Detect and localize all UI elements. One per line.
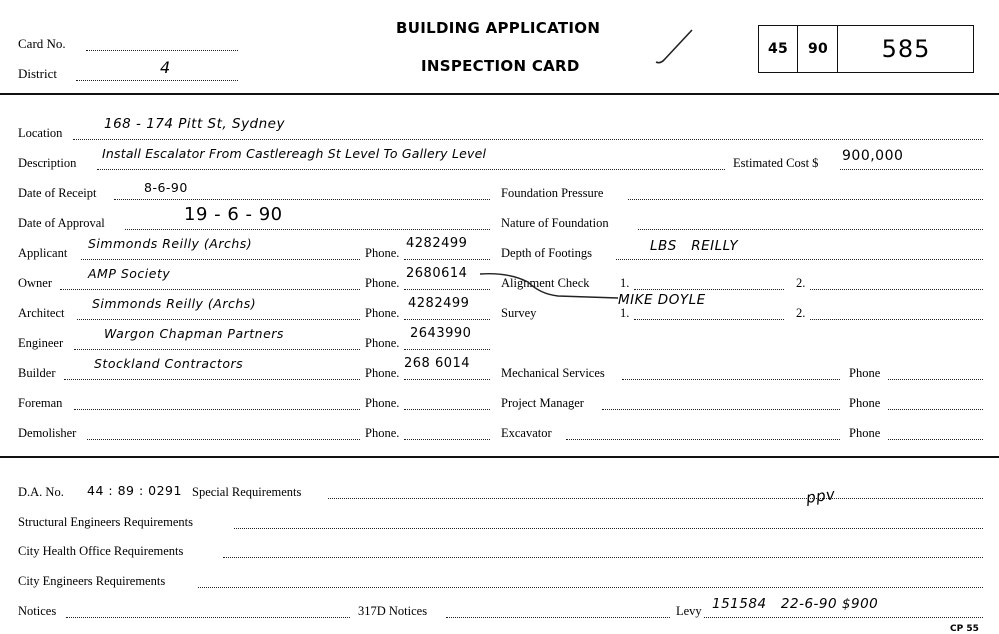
architect-label: Architect (18, 306, 65, 320)
survey-num-2: 2. (796, 306, 806, 320)
nature-of-foundation-line (638, 229, 983, 230)
engineer-label: Engineer (18, 336, 64, 350)
nature-of-foundation-label: Nature of Foundation (501, 216, 609, 230)
builder-phone-line (404, 379, 490, 380)
applicant-line (81, 259, 360, 260)
excavator-line (566, 439, 840, 440)
alignment-check-num-1: 1. (620, 276, 630, 290)
engineer-line (74, 349, 360, 350)
foreman-line (74, 409, 360, 410)
survey-label: Survey (501, 306, 537, 320)
builder-value: Stockland Contractors (94, 356, 244, 371)
builder-phone-label: Phone. (365, 366, 400, 380)
description-value: Install Escalator From Castlereagh St Level To Gallery Level (102, 146, 487, 161)
levy-value: 151584 22-6-90 $900 (712, 596, 879, 612)
architect-phone-value: 4282499 (408, 296, 470, 311)
project-manager-line (602, 409, 840, 410)
owner-label: Owner (18, 276, 53, 290)
alignment-check-label: Alignment Check (501, 276, 590, 290)
header-divider (0, 93, 999, 95)
engineer-phone-label: Phone. (365, 336, 400, 350)
foreman-phone-label: Phone. (365, 396, 400, 410)
survey-line-2 (810, 319, 983, 320)
city-engineers-label: City Engineers Requirements (18, 574, 166, 588)
demolisher-label: Demolisher (18, 426, 77, 440)
engineer-phone-value: 2643990 (410, 326, 472, 341)
special-requirements-label: Special Requirements (192, 485, 302, 499)
card-no-line (86, 50, 238, 51)
applicant-value: Simmonds Reilly (Archs) (88, 236, 253, 251)
architect-value: Simmonds Reilly (Archs) (92, 296, 257, 311)
date-of-approval-label: Date of Approval (18, 216, 105, 230)
mechanical-services-label: Mechanical Services (501, 366, 605, 380)
depth-of-footings-label: Depth of Footings (501, 246, 592, 260)
title-line-2: INSPECTION CARD (421, 57, 580, 75)
code-cell-3: 585 (881, 35, 931, 63)
architect-phone-label: Phone. (365, 306, 400, 320)
excavator-label: Excavator (501, 426, 552, 440)
connector-line-icon (478, 268, 628, 308)
special-requirements-value: ppv (804, 485, 837, 507)
owner-phone-value: 2680614 (406, 266, 468, 281)
footer-code: CP 55 (950, 624, 979, 634)
builder-label: Builder (18, 366, 56, 380)
card-no-label: Card No. (18, 36, 66, 51)
district-label: District (18, 66, 57, 81)
demolisher-line (87, 439, 360, 440)
da-no-value: 44 : 89 : 0291 (87, 483, 182, 498)
foreman-phone-line (404, 409, 490, 410)
code-cell-2: 90 (799, 26, 838, 72)
depth-of-footings-line (616, 259, 983, 260)
alignment-check-line-1 (634, 289, 784, 290)
builder-line (64, 379, 360, 380)
mechanical-phone-line (888, 379, 983, 380)
applicant-phone-line (404, 259, 490, 260)
location-line (73, 139, 983, 140)
engineer-value: Wargon Chapman Partners (104, 326, 284, 341)
applicant-phone-label: Phone. (365, 246, 400, 260)
estimated-cost-value: 900,000 (842, 148, 904, 164)
foundation-pressure-label: Foundation Pressure (501, 186, 604, 200)
district-line (76, 80, 238, 81)
foreman-label: Foreman (18, 396, 63, 410)
project-manager-label: Project Manager (501, 396, 584, 410)
project-manager-phone-line (888, 409, 983, 410)
city-engineers-line (198, 587, 983, 588)
applicant-phone-value: 4282499 (406, 236, 468, 251)
city-health-line (223, 557, 983, 558)
title-line-1: BUILDING APPLICATION (396, 19, 601, 37)
code-box (758, 25, 974, 73)
date-of-approval-value: 19 - 6 - 90 (184, 204, 283, 225)
district-value: 4 (160, 58, 171, 77)
notices-line (66, 617, 350, 618)
notices-317d-label: 317D Notices (358, 604, 428, 618)
notices-317d-line (446, 617, 670, 618)
structural-engineers-label: Structural Engineers Requirements (18, 515, 193, 529)
owner-phone-label: Phone. (365, 276, 400, 290)
code-cell-1: 45 (759, 26, 798, 72)
applicant-label: Applicant (18, 246, 68, 260)
foundation-pressure-line (628, 199, 983, 200)
owner-line (60, 289, 360, 290)
date-of-receipt-label: Date of Receipt (18, 186, 97, 200)
demolisher-phone-line (404, 439, 490, 440)
engineer-phone-line (404, 349, 490, 350)
location-label: Location (18, 126, 63, 140)
special-requirements-line (328, 498, 983, 499)
check-mark-icon (652, 26, 696, 68)
estimated-cost-line (840, 169, 983, 170)
date-of-receipt-line (114, 199, 490, 200)
mechanical-phone-label: Phone (849, 366, 881, 380)
notices-label: Notices (18, 604, 57, 618)
architect-phone-line (404, 319, 490, 320)
description-label: Description (18, 156, 77, 170)
alignment-check-line-2 (810, 289, 983, 290)
survey-num-1: 1. (620, 306, 630, 320)
excavator-phone-line (888, 439, 983, 440)
builder-phone-value: 268 6014 (404, 356, 471, 371)
architect-line (77, 319, 360, 320)
da-no-label: D.A. No. (18, 485, 64, 499)
owner-value: AMP Society (88, 266, 171, 281)
levy-label: Levy (676, 604, 702, 618)
levy-line (704, 617, 983, 618)
date-of-receipt-value: 8-6-90 (144, 180, 188, 195)
alignment-check-num-2: 2. (796, 276, 806, 290)
location-value: 168 - 174 Pitt St, Sydney (104, 116, 285, 132)
excavator-phone-label: Phone (849, 426, 881, 440)
city-health-label: City Health Office Requirements (18, 544, 184, 558)
demolisher-phone-label: Phone. (365, 426, 400, 440)
estimated-cost-label: Estimated Cost $ (733, 156, 819, 170)
survey-line-1 (634, 319, 784, 320)
middle-divider (0, 456, 999, 458)
project-manager-phone-label: Phone (849, 396, 881, 410)
structural-engineers-line (234, 528, 983, 529)
date-of-approval-line (125, 229, 490, 230)
depth-of-footings-value: LBS REILLY (650, 238, 739, 254)
description-line (97, 169, 725, 170)
survey-value: MIKE DOYLE (618, 292, 706, 308)
mechanical-services-line (622, 379, 840, 380)
